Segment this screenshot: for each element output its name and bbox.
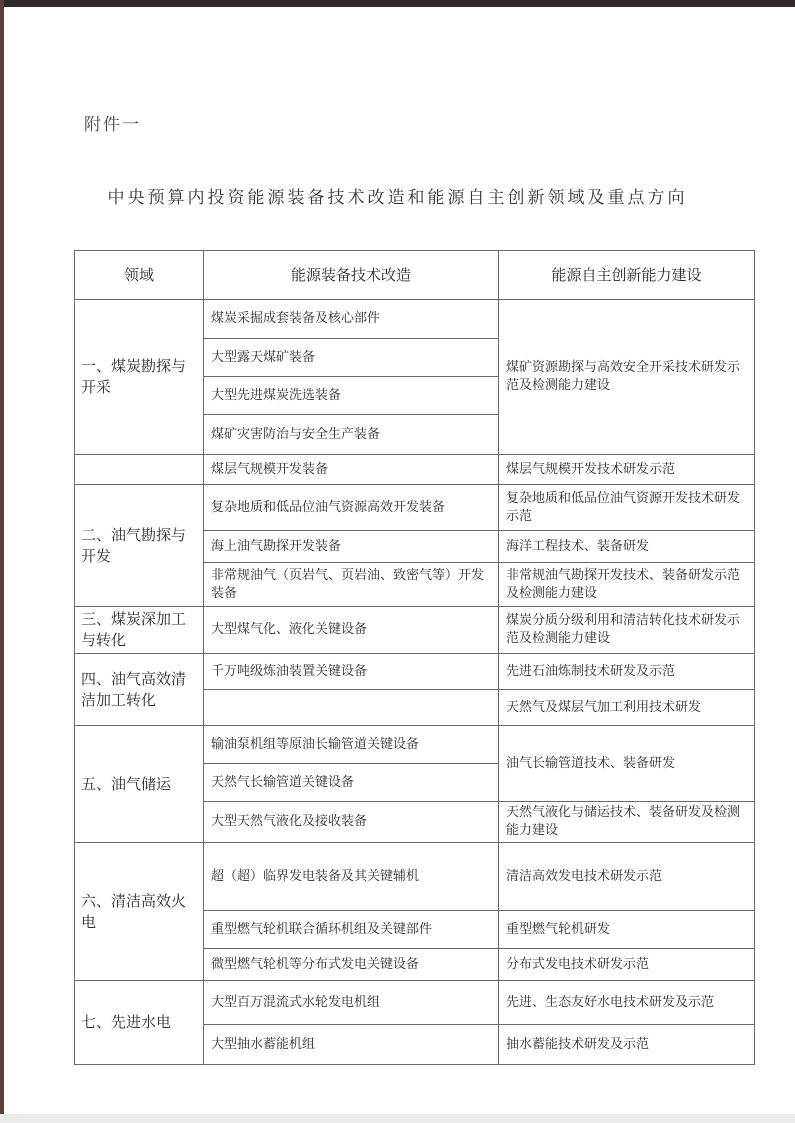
innov-cell: 海洋工程技术、装备研发	[499, 531, 755, 563]
domain-cell: 四、油气高效清洁加工转化	[75, 654, 204, 726]
tech-cell: 非常规油气（页岩气、页岩油、致密气等）开发装备	[204, 563, 499, 607]
domain-cell: 六、清洁高效火电	[75, 843, 204, 981]
tech-cell: 超（超）临界发电装备及其关键辅机	[204, 843, 499, 911]
table-row	[75, 485, 755, 531]
tech-cell: 煤层气规模开发装备	[204, 455, 499, 485]
domain-cell: 七、先进水电	[75, 981, 204, 1065]
table-row	[75, 843, 755, 911]
document-title: 中央预算内投资能源装备技术改造和能源自主创新领域及重点方向	[107, 188, 688, 208]
domain-cell-continued	[75, 455, 204, 485]
table-row	[75, 654, 755, 690]
attachment-label: 附件一	[84, 115, 141, 135]
innov-cell: 分布式发电技术研发示范	[499, 949, 755, 981]
tech-cell	[204, 690, 499, 726]
table-row	[75, 455, 755, 485]
table-row	[75, 607, 755, 654]
innov-cell: 油气长输管道技术、装备研发	[499, 726, 755, 802]
innov-cell: 煤层气规模开发技术研发示范	[499, 455, 755, 485]
innov-cell: 重型燃气轮机研发	[499, 911, 755, 949]
innov-cell: 煤矿资源勘探与高效安全开采技术研发示范及检测能力建设	[499, 300, 755, 455]
innov-cell: 抽水蓄能技术研发及示范	[499, 1025, 755, 1065]
table-row	[75, 726, 755, 764]
domain-cell: 三、煤炭深加工与转化	[75, 607, 204, 654]
priority-table	[74, 250, 755, 1065]
tech-cell: 千万吨级炼油装置关键设备	[204, 654, 499, 690]
domain-cell: 五、油气储运	[75, 726, 204, 843]
domain-cell: 一、煤炭勘探与开采	[75, 300, 204, 455]
scan-bottom-edge	[0, 1114, 795, 1123]
tech-cell: 大型抽水蓄能机组	[204, 1025, 499, 1065]
tech-cell: 海上油气勘探开发装备	[204, 531, 499, 563]
innov-cell: 清洁高效发电技术研发示范	[499, 843, 755, 911]
tech-cell: 煤炭采掘成套装备及核心部件	[204, 300, 499, 339]
tech-cell: 大型露天煤矿装备	[204, 339, 499, 377]
innov-cell: 天然气液化与储运技术、装备研发及检测能力建设	[499, 802, 755, 843]
header-domain: 领域	[75, 251, 204, 300]
tech-cell: 微型燃气轮机等分布式发电关键设备	[204, 949, 499, 981]
tech-cell: 大型百万混流式水轮发电机组	[204, 981, 499, 1025]
table-row	[75, 981, 755, 1025]
tech-cell: 复杂地质和低品位油气资源高效开发装备	[204, 485, 499, 531]
innov-cell: 先进、生态友好水电技术研发及示范	[499, 981, 755, 1025]
tech-cell: 天然气长输管道关键设备	[204, 764, 499, 802]
tech-cell: 输油泵机组等原油长输管道关键设备	[204, 726, 499, 764]
domain-cell: 二、油气勘探与开发	[75, 485, 204, 607]
innov-cell: 复杂地质和低品位油气资源开发技术研发示范	[499, 485, 755, 531]
tech-cell: 大型天然气液化及接收装备	[204, 802, 499, 843]
header-innov: 能源自主创新能力建设	[499, 251, 755, 300]
table-row	[75, 300, 755, 339]
innov-cell: 煤炭分质分级利用和清洁转化技术研发示范及检测能力建设	[499, 607, 755, 654]
innov-cell: 先进石油炼制技术研发及示范	[499, 654, 755, 690]
tech-cell: 煤矿灾害防治与安全生产装备	[204, 415, 499, 455]
tech-cell: 大型煤气化、液化关键设备	[204, 607, 499, 654]
innov-cell: 天然气及煤层气加工利用技术研发	[499, 690, 755, 726]
innov-cell: 非常规油气勘探开发技术、装备研发示范及检测能力建设	[499, 563, 755, 607]
tech-cell: 大型先进煤炭洗选装备	[204, 377, 499, 415]
scan-top-edge	[0, 0, 795, 7]
header-tech: 能源装备技术改造	[204, 251, 499, 300]
header-row	[75, 251, 755, 300]
tech-cell: 重型燃气轮机联合循环机组及关键部件	[204, 911, 499, 949]
scan-left-edge	[0, 0, 4, 1123]
